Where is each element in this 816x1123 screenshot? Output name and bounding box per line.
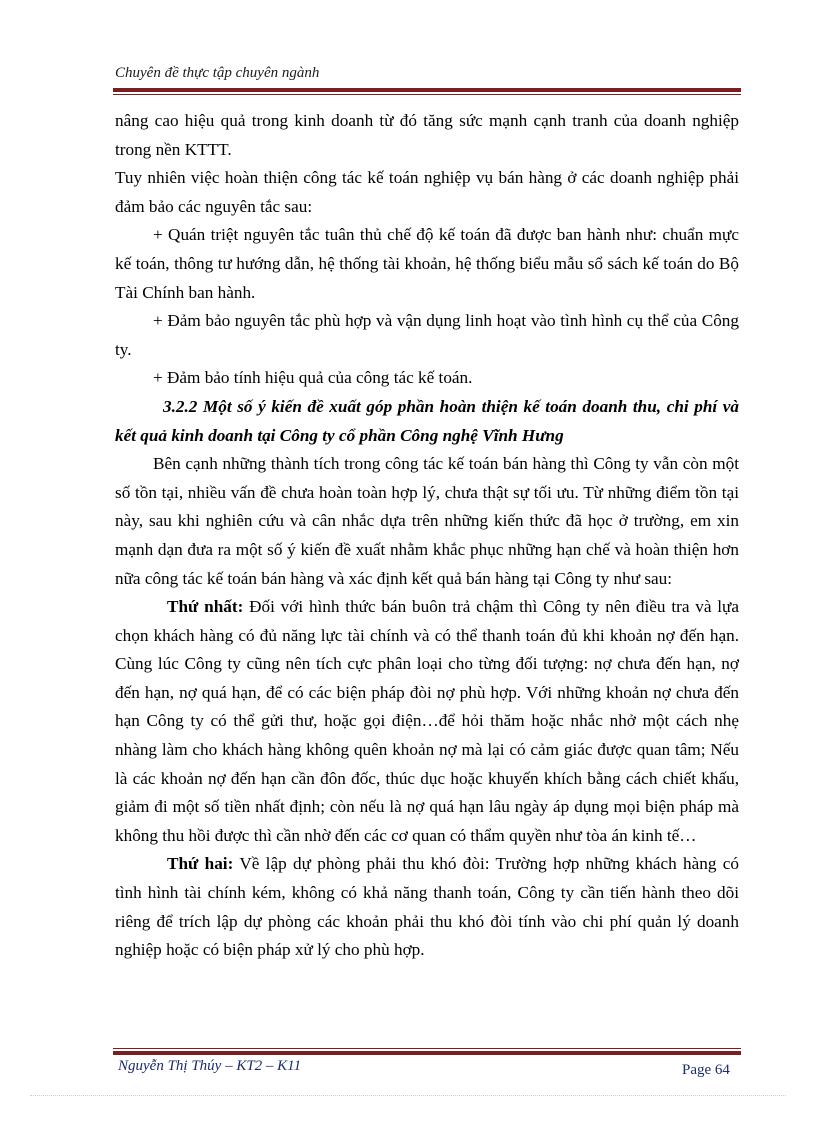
first-text: Đối với hình thức bán buôn trả chậm thì Công ty nên điều tra và lựa chọn khách hàng có đủ năng lực tài chính và có thể thanh toán đủ khi khoản nợ đến hạn. Cùng lúc Công ty cũng nên tích cực phân loại cho từng đối tượng: nợ chưa đến hạn, nợ đến hạn, nợ quá hạn, để có các biện pháp đòi nợ phù hợp. Với những khoản nợ chưa đến hạn Công ty có thể gửi thư, hoặc gọi điện…để hỏi thăm hoặc nhắc nhở một cách nhẹ nhàng làm cho khách hàng không quên khoản nợ mà lại có cảm giác được quan tâm; Nếu là các khoản nợ đến hạn cần đôn đốc, thúc dục hoặc khuyến khích bằng cách chiết khấu, giảm đi một số tiền nhất định; còn nếu là nợ quá hạn lâu ngày áp dụng mọi biện pháp mà không thu hồi được thì cần nhờ đến các cơ quan có thẩm quyền như tòa án kinh tế… (115, 597, 739, 845)
page-edge-divider (30, 1095, 786, 1096)
paragraph-second (115, 850, 739, 964)
first-lead: Thứ nhất: (167, 597, 244, 617)
footer-rule (113, 1048, 741, 1055)
footer-author: Nguyễn Thị Thúy – KT2 – K11 (118, 1058, 302, 1074)
second-text: Về lập dự phòng phải thu khó đòi: Trường hợp những khách hàng có tình hình tài chính kém, không có khả năng thanh toán, Công ty cần tiến hành theo dõi riêng để trích lập dự phòng các khoản phải thu khó đòi tính vào chi phí quản lý doanh nghiệp hoặc có biện pháp xử lý cho phù hợp. (115, 854, 739, 960)
principle-2: + Đảm bảo nguyên tắc phù hợp và vận dụng linh hoạt vào tình hình cụ thể của Công ty. (115, 311, 739, 359)
principle-3: + Đảm bảo tính hiệu quả của công tác kế toán. (153, 368, 473, 388)
header-title: Chuyên đề thực tập chuyên ngành (115, 65, 320, 81)
document-body (115, 107, 739, 965)
paragraph-intro: Bên cạnh những thành tích trong công tác kế toán bán hàng thì Công ty vẫn còn một số tồn tại, nhiều vấn đề chưa hoàn toàn hợp lý, chưa thật sự tối ưu. Từ những điểm tồn tại này, sau khi nghiên cứu và cân nhắc dựa trên những kiến thức đã học ở trường, em xin mạnh dạn đưa ra một số ý kiến đề xuất nhằm khắc phục những hạn chế và hoàn thiện hơn nữa công tác kế toán bán hàng và xác định kết quả bán hàng tại Công ty như sau: (115, 454, 739, 588)
header-rule (113, 88, 741, 95)
paragraph-2: Tuy nhiên việc hoàn thiện công tác kế toán nghiệp vụ bán hàng ở các doanh nghiệp phải đảm bảo các nguyên tắc sau: (115, 168, 739, 216)
paragraph-first (115, 593, 739, 850)
paragraph-1: nâng cao hiệu quả trong kinh doanh từ đó tăng sức mạnh cạnh tranh của doanh nghiệp trong nền KTTT. (115, 111, 739, 159)
section-heading: 3.2.2 Một số ý kiến đề xuất góp phần hoàn thiện kế toán doanh thu, chi phí và kết quả kinh doanh tại Công ty cổ phần Công nghệ Vĩnh Hưng (115, 396, 739, 445)
principle-1: + Quán triệt nguyên tắc tuân thủ chế độ kế toán đã được ban hành như: chuẩn mực kế toán, thông tư hướng dẫn, hệ thống tài khoản, hệ thống biểu mẫu sổ sách kế toán do Bộ Tài Chính ban hành. (115, 225, 739, 302)
second-lead: Thứ hai: (167, 854, 234, 874)
page-number: Page 64 (682, 1062, 730, 1078)
